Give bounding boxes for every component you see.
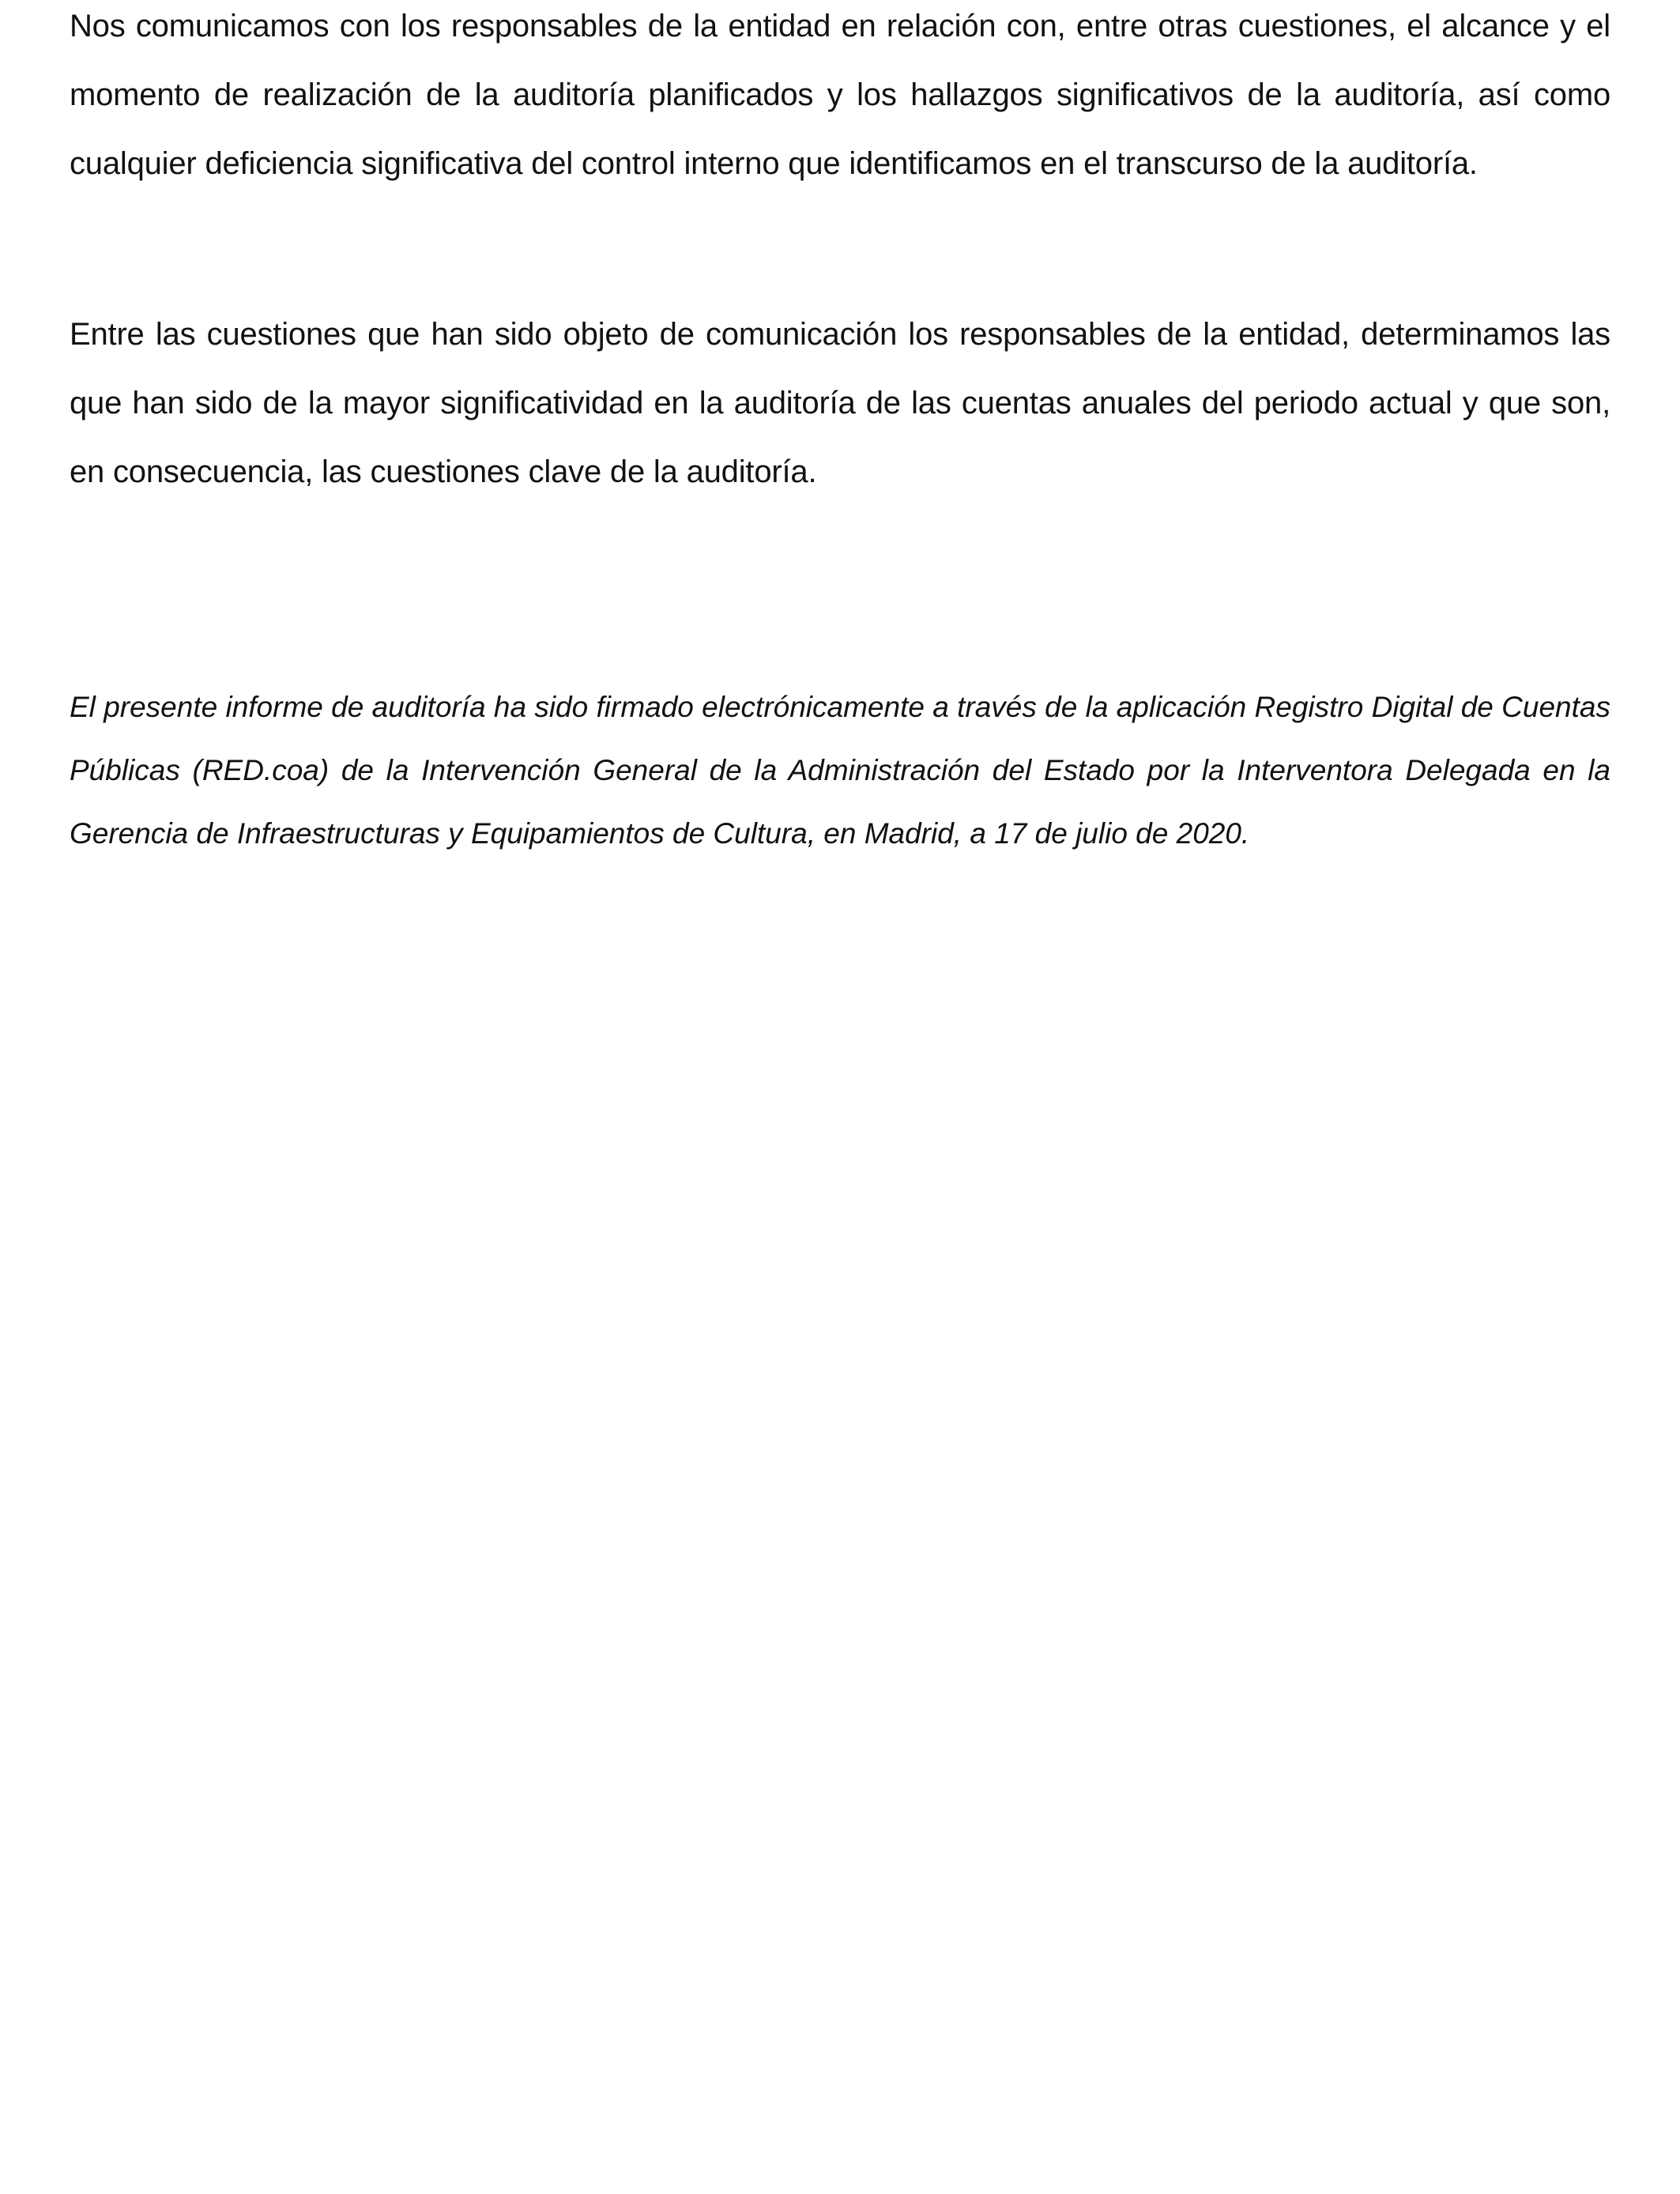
paragraph-key-audit-matters: Entre las cuestiones que han sido objeto de comunicación los responsables de la entidad, determinamos las que han sido de la mayor significatividad en la auditoría de las cuentas anuales del periodo actual y que son, en consecuencia, las cuestiones clave de la auditoría. [70, 317, 1610, 489]
paragraph-communication-with-management: Nos comunicamos con los responsables de la entidad en relación con, entre otras cuestiones, el alcance y el momento de realización de la auditoría planificados y los hallazgos significativos de la auditoría, así como cualquier deficiencia significativa del control interno que identificamos en el transcurso de la auditoría. [70, 9, 1610, 181]
electronic-signature-note: El presente informe de auditoría ha sido firmado electrónicamente a través de la aplicación Registro Digital de Cuentas Públicas (RED.coa) de la Intervención General de la Administración del Estado por la Interventora Delegada en la Gerencia de Infraestructuras y Equipamientos de Cultura, en Madrid, a 17 de julio de 2020. [70, 691, 1610, 850]
